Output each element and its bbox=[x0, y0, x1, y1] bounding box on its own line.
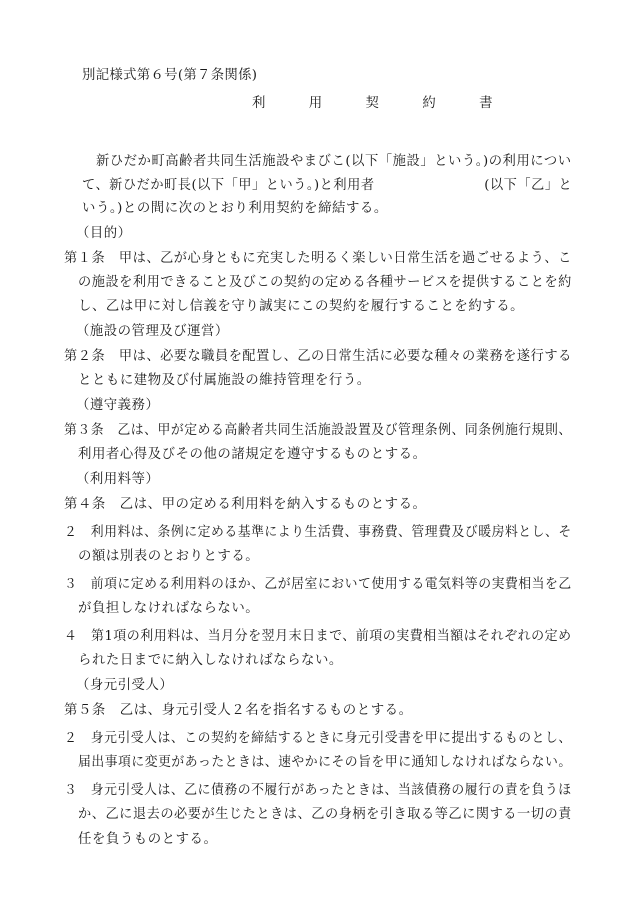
article-5-line: か、乙に退去の必要が生じたときは、乙の身柄を引き取る等乙に関する一切の責 bbox=[78, 807, 572, 822]
article-4-line: の額は別表のとおりとする。 bbox=[78, 549, 260, 564]
article-5-line: ２ 身元引受人は、この契約を締結するときに身元引受書を甲に提出するものとし、 bbox=[64, 731, 572, 746]
article-2-line: とともに建物及び付属施設の維持管理を行う。 bbox=[78, 373, 371, 388]
preamble-line: いう。)との間に次のとおり利用契約を締結する。 bbox=[82, 201, 388, 216]
form-reference: 別記様式第６号(第７条関係) bbox=[82, 68, 258, 83]
article-5-line: 届出事項に変更があったときは、速やかにその旨を甲に通知しなければならない。 bbox=[78, 755, 572, 770]
section-heading-compliance: （遵守義務） bbox=[76, 398, 160, 413]
section-heading-guarantor: （身元引受人） bbox=[76, 678, 174, 693]
article-4-line: 第４条 乙は、甲の定める利用料を納入するものとする。 bbox=[64, 497, 427, 512]
article-4-line: が負担しなければならない。 bbox=[78, 601, 260, 616]
article-5-line: 任を負うものとする。 bbox=[78, 832, 218, 847]
section-heading-purpose: （目的） bbox=[76, 226, 132, 241]
article-4-line: ２ 利用料は、条例に定める基準により生活費、事務費、管理費及び暖房料とし、そ bbox=[64, 525, 572, 540]
preamble-line: て、新ひだか町長(以下「甲」という。)と利用者 (以下「乙」と bbox=[82, 178, 573, 193]
article-4-line: られた日までに納入しなければならない。 bbox=[78, 653, 343, 668]
article-1-line: し、乙は甲に対し信義を守り誠実にこの契約を履行することを約する。 bbox=[78, 299, 525, 314]
document-title: 利 用 契 約 書 bbox=[252, 96, 508, 111]
article-3-line: 第３条 乙は、甲が定める高齢者共同生活施設設置及び管理条例、同条例施行規則、 bbox=[64, 423, 572, 438]
article-4-line: ３ 前項に定める利用料のほか、乙が居室において使用する電気料等の実費相当を乙 bbox=[64, 577, 572, 592]
article-4-line: ４ 第1項の利用料は、当月分を翌月末日まで、前項の実費相当額はそれぞれの定め bbox=[64, 629, 572, 644]
article-2-line: 第２条 甲は、必要な職員を配置し、乙の日常生活に必要な種々の業務を遂行する bbox=[64, 349, 572, 364]
preamble-line: 新ひだか町高齢者共同生活施設やまびこ(以下「施設」という。)の利用につい bbox=[96, 154, 572, 169]
article-1-line: の施設を利用できること及びこの契約の定める各種サービスを提供することを約 bbox=[78, 275, 572, 290]
section-heading-management: （施設の管理及び運営） bbox=[76, 324, 229, 339]
article-1-line: 第１条 甲は、乙が心身ともに充実した明るく楽しい日常生活を過ごせるよう、こ bbox=[64, 251, 572, 266]
article-5-line: 第５条 乙は、身元引受人２名を指名するものとする。 bbox=[64, 703, 413, 718]
article-3-line: 利用者心得及びその他の諸規定を遵守するものとする。 bbox=[78, 447, 427, 462]
article-5-line: ３ 身元引受人は、乙に債務の不履行があったときは、当該債務の履行の責を負うほ bbox=[64, 783, 572, 798]
section-heading-fees: （利用料等） bbox=[76, 472, 160, 487]
